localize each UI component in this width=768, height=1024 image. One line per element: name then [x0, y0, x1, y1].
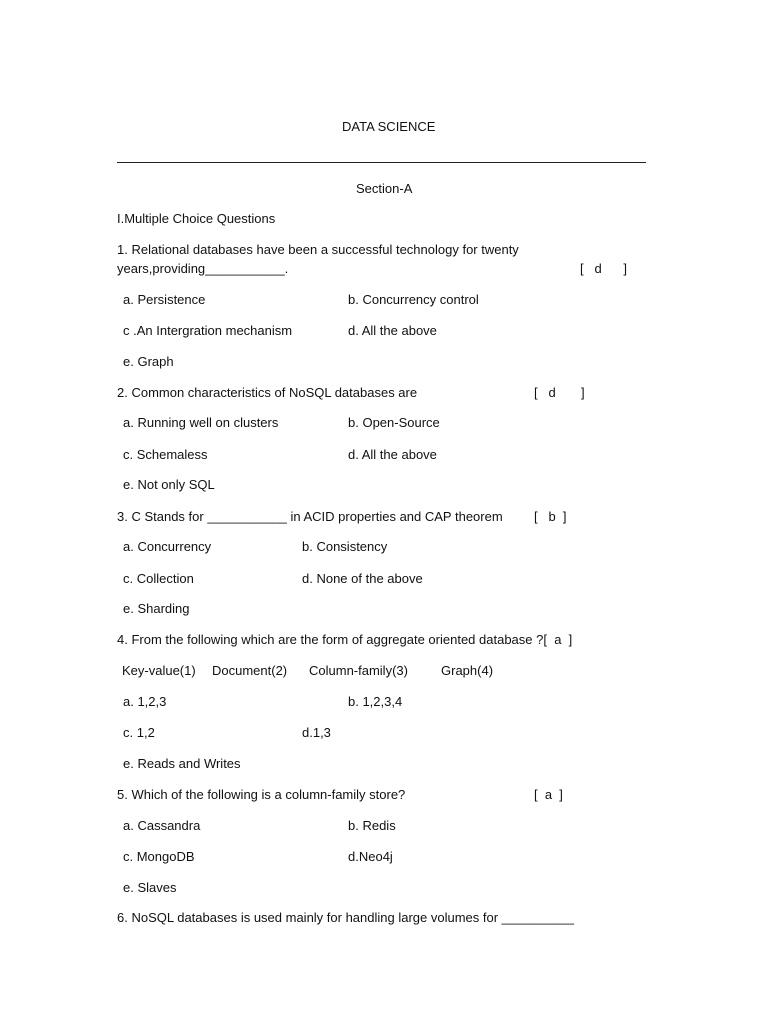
question-1-option-d: d. All the above — [348, 323, 437, 338]
question-4-item-4: Graph(4) — [441, 663, 494, 678]
question-1-option-b: b. Concurrency control — [348, 292, 479, 307]
document-title: DATA SCIENCE — [342, 119, 436, 134]
question-5-answer: [ a ] — [534, 787, 563, 802]
subsection-heading: I.Multiple Choice Questions — [117, 211, 276, 226]
question-3-option-e: e. Sharding — [123, 601, 190, 616]
question-3-option-a: a. Concurrency — [123, 539, 212, 554]
question-2-option-e: e. Not only SQL — [123, 477, 215, 492]
question-2-option-d: d. All the above — [348, 447, 437, 462]
question-2-option-c: c. Schemaless — [123, 447, 208, 462]
question-2-option-b: b. Open-Source — [348, 415, 440, 430]
question-3-option-b: b. Consistency — [302, 539, 388, 554]
question-4-item-1: Key-value(1) — [122, 663, 196, 678]
question-5-option-b: b. Redis — [348, 818, 396, 833]
question-3-option-d: d. None of the above — [302, 571, 423, 586]
question-4-option-c: c. 1,2 — [123, 725, 155, 740]
question-4-option-a: a. 1,2,3 — [123, 694, 167, 709]
question-2-answer: [ d ] — [534, 385, 585, 400]
question-1-option-e: e. Graph — [123, 354, 174, 369]
question-3-answer: [ b ] — [534, 509, 567, 524]
question-2-text: 2. Common characteristics of NoSQL databases are — [117, 385, 418, 400]
question-5-option-d: d.Neo4j — [348, 849, 393, 864]
question-4-option-b: b. 1,2,3,4 — [348, 694, 403, 709]
question-5-text: 5. Which of the following is a column-family store? — [117, 787, 406, 802]
section-heading: Section-A — [356, 181, 413, 196]
question-1-line-2: years,providing___________. — [117, 261, 289, 276]
question-1-option-a: a. Persistence — [123, 292, 206, 307]
question-6-text: 6. NoSQL databases is used mainly for handling large volumes for __________ — [117, 910, 574, 925]
question-4-item-2: Document(2) — [212, 663, 288, 678]
question-3-text: 3. C Stands for ___________ in ACID properties and CAP theorem — [117, 509, 503, 524]
question-3-option-c: c. Collection — [123, 571, 194, 586]
question-2-option-a: a. Running well on clusters — [123, 415, 279, 430]
question-5-option-a: a. Cassandra — [123, 818, 201, 833]
question-4-item-3: Column-family(3) — [309, 663, 408, 678]
question-4-option-d: d.1,3 — [302, 725, 331, 740]
question-4-option-e: e. Reads and Writes — [123, 756, 241, 771]
question-5-option-e: e. Slaves — [123, 880, 177, 895]
question-5-option-c: c. MongoDB — [123, 849, 195, 864]
question-1-answer: [ d ] — [580, 261, 627, 276]
question-1-option-c: c .An Intergration mechanism — [123, 323, 293, 338]
question-4-text: 4. From the following which are the form of aggregate oriented database ?[ a ] — [117, 632, 573, 647]
title-divider — [117, 162, 646, 163]
question-1-line-1: 1. Relational databases have been a successful technology for twenty — [117, 242, 519, 257]
